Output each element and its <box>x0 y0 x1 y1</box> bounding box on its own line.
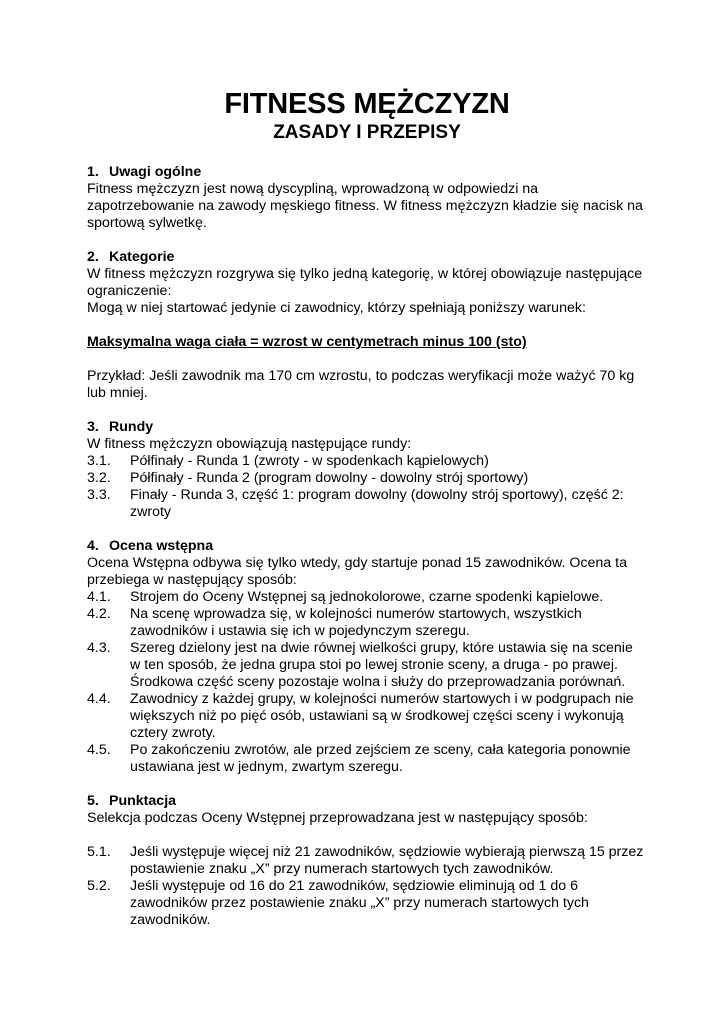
section-title: Kategorie <box>109 249 175 265</box>
list-item <box>87 606 647 640</box>
document-page <box>87 86 647 946</box>
item-text: Jeśli występuje więcej niż 21 zawodników, sędziowie wybierają pierwszą 15 przez postawienie znaku „X” przy numerach startowych tych zawodników. <box>130 844 644 877</box>
item-text: Jeśli występuje od 16 do 21 zawodników, sędziowie eliminują od 1 do 6 zawodników przez postawienie znaku „X” przy numerach startowych tych zawodników. <box>130 878 589 928</box>
section-rounds <box>87 419 647 521</box>
document-title: FITNESS MĘŻCZYZN <box>224 88 510 120</box>
item-number: 4.3. <box>87 640 111 656</box>
weight-rule: Maksymalna waga ciała = wzrost w centymetrach minus 100 (sto) <box>87 334 527 350</box>
section-number: 1. <box>87 164 99 180</box>
item-number: 4.2. <box>87 606 111 622</box>
section-intro: Selekcja podczas Oceny Wstępnej przeprowadzana jest w następujący sposób: <box>87 810 588 826</box>
item-number: 5.1. <box>87 844 111 860</box>
list-item <box>87 878 647 929</box>
paragraph: Mogą w niej startować jedynie ci zawodnicy, którzy spełniają poniższy warunek: <box>87 300 586 316</box>
list-item <box>87 640 647 691</box>
list-item <box>87 691 647 742</box>
item-text: Szereg dzielony jest na dwie równej wielkości grupy, które ustawia się na scenie w ten sposób, że jedna grupa stoi po lewej stronie sceny, a druga - po prawej. Środkowa część sceny pozostaje wolna i służy do przeprowadzania porównań. <box>130 640 633 690</box>
item-number: 4.4. <box>87 691 111 707</box>
section-categories <box>87 249 647 402</box>
section-heading <box>87 793 647 810</box>
item-number: 4.5. <box>87 742 111 758</box>
item-text: Strojem do Oceny Wstępnej są jednokolorowe, czarne spodenki kąpielowe. <box>130 589 604 605</box>
paragraph: Fitness mężczyzn jest nową dyscypliną, wprowadzoną w odpowiedzi na zapotrzebowanie na zawody męskiego fitness. W fitness mężczyzn kładzie się nacisk na sportową sylwetkę. <box>87 181 643 231</box>
section-heading <box>87 419 647 436</box>
section-prejudging <box>87 538 647 776</box>
item-number: 3.1. <box>87 453 111 469</box>
section-heading <box>87 538 647 555</box>
item-text: Na scenę wprowadza się, w kolejności numerów startowych, wszystkich zawodników i ustawia się ich w pojedynczym szeregu. <box>130 606 582 639</box>
list-item <box>87 487 647 521</box>
section-heading <box>87 164 647 181</box>
list-item <box>87 844 647 878</box>
list-item <box>87 742 647 776</box>
item-number: 4.1. <box>87 589 111 605</box>
item-text: Po zakończeniu zwrotów, ale przed zejściem ze sceny, cała kategoria ponownie ustawiana jest w jednym, zwartym szeregu. <box>130 742 631 775</box>
section-intro: Ocena Wstępna odbywa się tylko wtedy, gdy startuje ponad 15 zawodników. Ocena ta przebiega w następujący sposób: <box>87 555 627 588</box>
section-title: Uwagi ogólne <box>109 164 202 180</box>
section-number: 3. <box>87 419 99 435</box>
list-item <box>87 470 647 487</box>
section-intro: W fitness mężczyzn obowiązują następujące rundy: <box>87 436 412 452</box>
list-item <box>87 589 647 606</box>
item-text: Półfinały - Runda 1 (zwroty - w spodenkach kąpielowych) <box>130 453 489 469</box>
section-scoring <box>87 793 647 929</box>
item-text: Zawodnicy z każdej grupy, w kolejności numerów startowych i w podgrupach nie większych niż po pięć osób, ustawiani są w środkowej części sceny i wykonują cztery zwroty. <box>130 691 634 741</box>
list-item <box>87 453 647 470</box>
item-number: 5.2. <box>87 878 111 894</box>
item-number: 3.3. <box>87 487 111 503</box>
section-title: Ocena wstępna <box>109 538 214 554</box>
section-number: 5. <box>87 793 99 809</box>
item-number: 3.2. <box>87 470 111 486</box>
section-number: 2. <box>87 249 99 265</box>
paragraph: W fitness mężczyzn rozgrywa się tylko jedną kategorię, w której obowiązuje następujące ograniczenie: <box>87 266 643 299</box>
section-heading <box>87 249 647 266</box>
section-title: Rundy <box>109 419 154 435</box>
item-text: Półfinały - Runda 2 (program dowolny - dowolny strój sportowy) <box>130 470 529 486</box>
section-title: Punktacja <box>109 793 177 809</box>
section-number: 4. <box>87 538 99 554</box>
document-subtitle: ZASADY I PRZEPISY <box>273 122 461 143</box>
example-paragraph: Przykład: Jeśli zawodnik ma 170 cm wzrostu, to podczas weryfikacji może ważyć 70 kg lub mniej. <box>87 368 635 401</box>
item-text: Finały - Runda 3, część 1: program dowolny (dowolny strój sportowy), część 2: zwroty <box>130 487 624 520</box>
section-general-remarks <box>87 164 647 232</box>
